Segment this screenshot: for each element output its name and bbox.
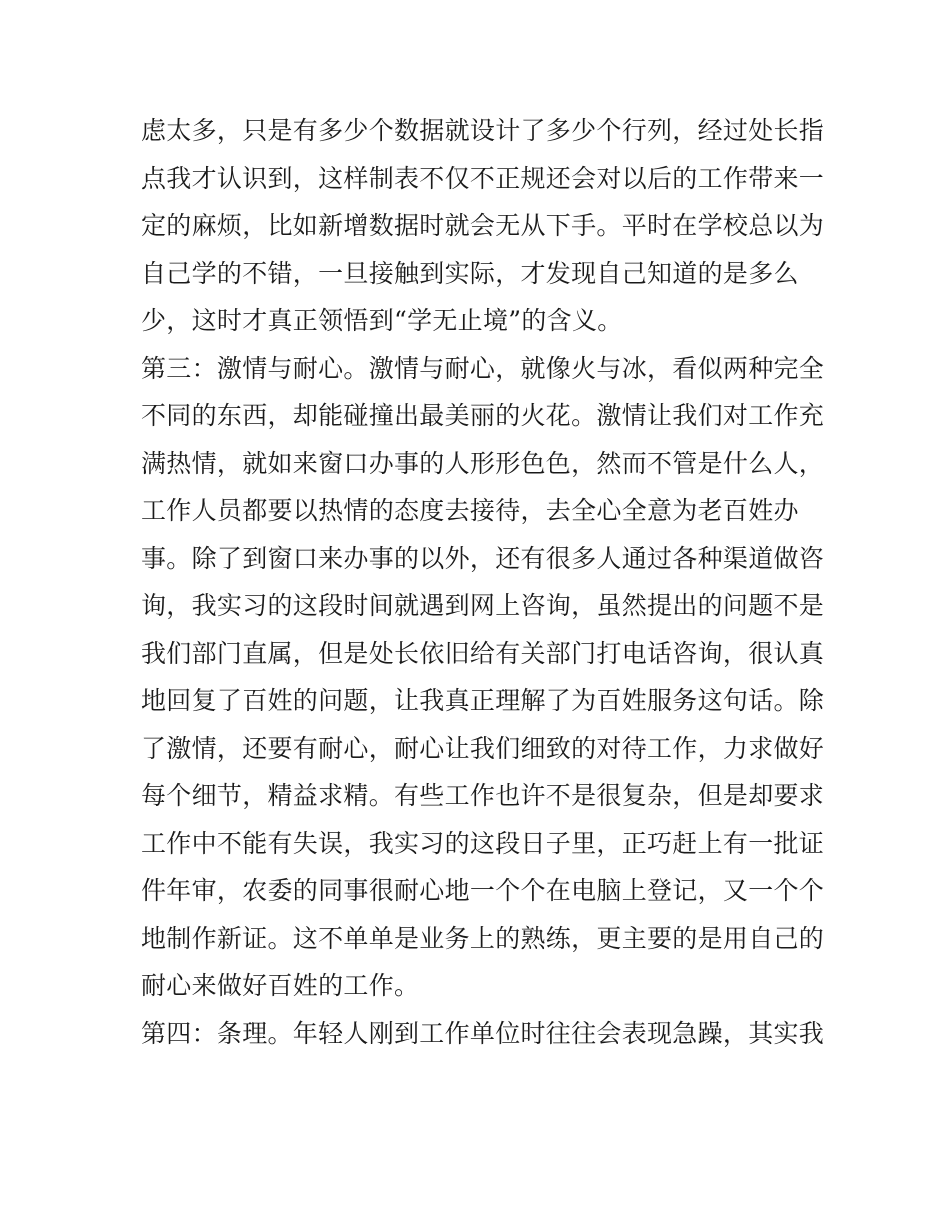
text-line: 点我才认识到，这样制表不仅不正规还会对以后的工作带来一 [141, 163, 825, 193]
text-line: 工作中不能有失误，我实习的这段日子里，正巧赶上有一批证 [141, 828, 825, 858]
text-line: 工作人员都要以热情的态度去接待，去全心全意为老百姓办 [141, 496, 799, 525]
text-line: 事。除了到窗口来办事的以外，还有很多人通过各种渠道做咨 [141, 543, 825, 573]
text-line: 少，这时才真正领悟到“学无止境”的含义。 [141, 306, 623, 335]
text-line: 耐心来做好百姓的工作。 [141, 971, 420, 1000]
text-line: 自己学的不错，一旦接触到实际，才发现自己知道的是多么 [141, 258, 799, 288]
text-line: 不同的东西，却能碰撞出最美丽的火花。激情让我们对工作充 [141, 401, 825, 430]
text-line: 件年审，农委的同事很耐心地一个个在电脑上登记，又一个个 [141, 876, 825, 905]
text-line: 询，我实习的这段时间就遇到网上咨询，虽然提出的问题不是 [141, 591, 825, 620]
body-text [141, 107, 825, 1057]
text-line: 地制作新证。这不单单是业务上的熟练，更主要的是用自己的 [141, 923, 825, 953]
text-line: 每个细节，精益求精。有些工作也许不是很复杂，但是却要求 [141, 781, 825, 810]
text-line: 满热情，就如来窗口办事的人形形色色，然而不管是什么人， [141, 448, 825, 478]
text-line: 定的麻烦，比如新增数据时就会无从下手。平时在学校总以为 [141, 211, 825, 240]
text-line: 地回复了百姓的问题，让我真正理解了为百姓服务这句话。除 [141, 686, 825, 715]
text-line: 我们部门直属，但是处长依旧给有关部门打电话咨询，很认真 [141, 638, 825, 668]
text-line: 虑太多，只是有多少个数据就设计了多少个行列，经过处长指 [141, 116, 825, 145]
text-line: 了激情，还要有耐心，耐心让我们细致的对待工作，力求做好 [141, 733, 825, 763]
section-heading-line: 第四：条理。年轻人刚到工作单位时往往会表现急躁，其实我 [141, 1018, 825, 1048]
section-heading-line: 第三：激情与耐心。激情与耐心，就像火与冰，看似两种完全 [141, 353, 825, 383]
